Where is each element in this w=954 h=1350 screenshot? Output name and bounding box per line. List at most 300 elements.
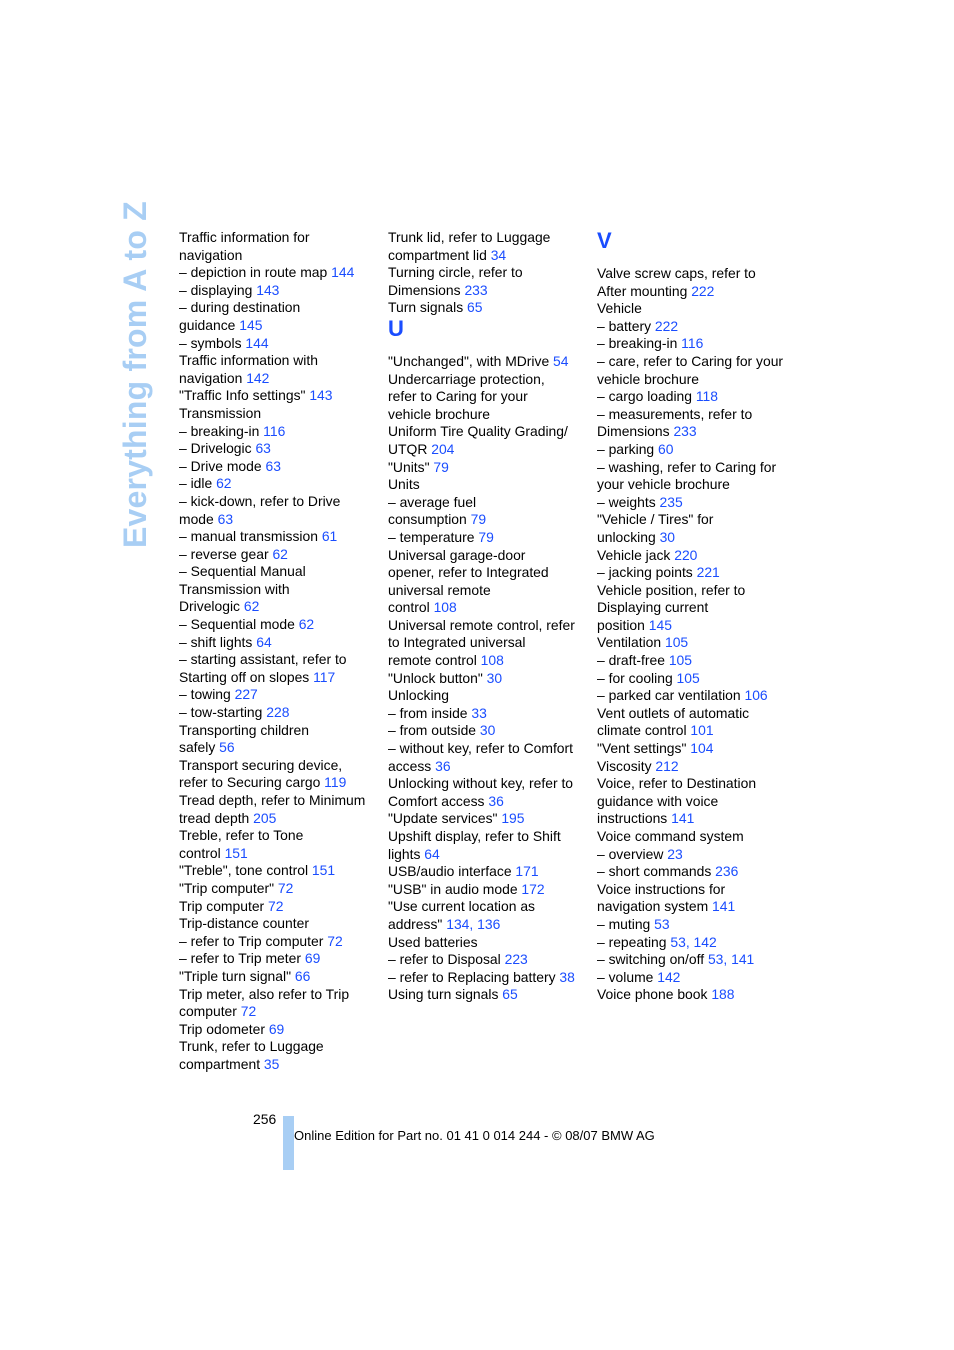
- index-entry-continuation: [388, 916, 588, 934]
- index-entry: [597, 652, 797, 670]
- page-reference-link[interactable]: 65: [467, 299, 483, 316]
- entry-text: "Units": [388, 458, 434, 475]
- index-entry: [597, 459, 797, 477]
- page-reference-link[interactable]: 118: [695, 388, 719, 405]
- entry-text: – refer to Replacing battery: [388, 968, 560, 985]
- entry-text: compartment: [179, 1055, 264, 1072]
- page-reference-link[interactable]: 143: [256, 281, 280, 298]
- entry-text: "Trip computer": [179, 879, 278, 896]
- index-entry: [388, 353, 588, 371]
- entry-text: – draft-free: [597, 652, 669, 669]
- entry-text: – repeating: [597, 933, 671, 950]
- entry-text: "Unlock button": [388, 669, 487, 686]
- entry-text: Traffic information for: [179, 229, 310, 245]
- entry-text: – average fuel: [388, 493, 477, 510]
- index-entry: [388, 423, 588, 441]
- page-reference-link[interactable]: 63: [255, 440, 271, 457]
- page-reference-link[interactable]: 220: [674, 546, 698, 563]
- entry-text: – jacking points: [597, 564, 697, 581]
- index-entry: [597, 934, 797, 952]
- index-entry: [179, 634, 379, 652]
- entry-text: computer: [179, 1003, 241, 1020]
- entry-text: – breaking-in: [179, 422, 264, 439]
- index-entry: [179, 546, 379, 564]
- index-entry-continuation: [179, 1003, 379, 1021]
- page-reference-link[interactable]: 38: [559, 968, 575, 985]
- index-entry: [597, 634, 797, 652]
- entry-text: Universal remote control, refer: [388, 616, 575, 633]
- page-reference-link[interactable]: 145: [239, 316, 263, 333]
- index-entry-continuation: [388, 406, 588, 424]
- index-entry: [388, 863, 588, 881]
- entry-text: – kick-down, refer to Drive: [179, 492, 341, 509]
- entry-text: Trip meter, also refer to Trip: [179, 985, 350, 1002]
- entry-text: climate control: [597, 722, 691, 739]
- page-reference-link[interactable]: 236: [715, 863, 739, 880]
- index-entry: [597, 265, 797, 283]
- entry-text: "Vent settings": [597, 740, 691, 757]
- page-reference-link[interactable]: 30: [486, 669, 503, 686]
- entry-text: – idle: [179, 475, 217, 492]
- index-entry-continuation: [388, 634, 588, 652]
- index-entry-continuation: [388, 441, 588, 459]
- page-reference-link[interactable]: 116: [263, 422, 286, 439]
- entry-text: Traffic information with: [179, 352, 318, 369]
- entry-text: – towing: [179, 686, 235, 703]
- entry-text: – parked car ventilation: [597, 687, 745, 704]
- entry-text: – weights: [597, 493, 660, 510]
- index-entry: [388, 934, 588, 952]
- entry-text: refer to Caring for your: [388, 388, 528, 405]
- page-reference-link[interactable]: 33: [471, 704, 487, 721]
- page-reference-link[interactable]: 72: [327, 932, 343, 949]
- index-entry-continuation: [179, 598, 379, 616]
- entry-text: Upshift display, refer to Shift: [388, 828, 561, 844]
- index-entry: [388, 670, 588, 688]
- entry-text: – tow-starting: [179, 704, 267, 721]
- entry-text: mode: [179, 510, 218, 527]
- index-entry: [597, 951, 797, 969]
- entry-text: After mounting: [597, 282, 692, 299]
- entry-text: remote control: [388, 652, 481, 669]
- entry-text: Vehicle jack: [597, 546, 675, 563]
- index-entry: [179, 299, 379, 317]
- index-entry-continuation: [388, 652, 588, 670]
- entry-text: compartment lid: [388, 246, 491, 263]
- index-entry: [388, 810, 588, 828]
- page-reference-link[interactable]: 23: [667, 845, 683, 862]
- entry-text: – from inside: [388, 704, 472, 721]
- entry-text: – shift lights: [179, 633, 257, 650]
- index-entry: [388, 617, 588, 635]
- index-entry-continuation: [179, 581, 379, 599]
- page-reference-link[interactable]: 222: [691, 282, 715, 299]
- page-reference-link[interactable]: 60: [658, 440, 674, 457]
- entry-text: tread depth: [179, 809, 254, 826]
- entry-text: Trip odometer: [179, 1020, 269, 1037]
- entry-text: Valve screw caps, refer to: [597, 265, 756, 281]
- page-reference-link[interactable]: 56: [219, 739, 235, 756]
- edition-text: Online Edition for Part no. 01 41 0 014 244 - © 08/07 BMW AG: [294, 1128, 655, 1143]
- page-reference-link[interactable]: 79: [433, 458, 449, 475]
- index-entry: [388, 705, 588, 723]
- entry-text: Turning circle, refer to: [388, 264, 523, 281]
- page-reference-link[interactable]: 72: [240, 1003, 257, 1020]
- entry-text: – muting: [597, 915, 655, 932]
- page-reference-link[interactable]: 66: [294, 967, 311, 984]
- index-entry-continuation: [179, 247, 379, 265]
- page-reference-link[interactable]: 72: [277, 879, 294, 896]
- index-entry: [179, 264, 379, 282]
- entry-text: Uniform Tire Quality Grading/: [388, 423, 568, 440]
- entry-text: address": [388, 915, 447, 932]
- page-reference-link[interactable]: 79: [478, 528, 494, 545]
- index-entry-continuation: [179, 669, 379, 687]
- entry-text: – Drive mode: [179, 457, 266, 474]
- entry-text: Trip computer: [179, 897, 269, 914]
- index-entry-continuation: [597, 722, 797, 740]
- index-entry: [179, 862, 379, 880]
- page-reference-link[interactable]: 62: [216, 475, 232, 492]
- index-entry: [179, 1021, 379, 1039]
- page-reference-link[interactable]: 106: [744, 687, 768, 704]
- page-reference-link[interactable]: 119: [324, 774, 347, 791]
- page-reference-link[interactable]: 222: [654, 317, 679, 334]
- index-entry-continuation: [179, 317, 379, 335]
- index-entry: [597, 335, 797, 353]
- entry-text: Transmission with: [179, 580, 290, 597]
- page-reference-link[interactable]: 64: [424, 845, 440, 862]
- index-entry: [597, 353, 797, 371]
- page-reference-link[interactable]: 172: [521, 880, 545, 897]
- index-entry-continuation: [388, 793, 588, 811]
- entry-text: Trunk, refer to Luggage: [179, 1038, 324, 1055]
- index-entry: [179, 282, 379, 300]
- page-reference-link[interactable]: 142: [657, 968, 681, 985]
- page-reference-link[interactable]: 116: [681, 335, 704, 352]
- index-entry: [388, 986, 588, 1004]
- entry-text: Tread depth, refer to Minimum: [179, 792, 366, 808]
- page-reference-link[interactable]: 227: [234, 686, 258, 703]
- entry-text: Used batteries: [388, 933, 478, 950]
- entry-text: – cargo loading: [597, 388, 696, 405]
- index-entry: [179, 704, 379, 722]
- index-entry: [179, 880, 379, 898]
- index-entry-continuation: [597, 810, 797, 828]
- page-reference-link[interactable]: 62: [272, 545, 288, 562]
- index-entry-continuation: [597, 371, 797, 389]
- page-reference-link[interactable]: 143: [309, 387, 333, 404]
- entry-text: – symbols: [179, 334, 246, 351]
- page-reference-link[interactable]: 101: [690, 722, 714, 739]
- page-reference-link[interactable]: 188: [711, 986, 735, 1003]
- entry-text: – for cooling: [597, 669, 677, 686]
- page-reference-link[interactable]: 223: [504, 951, 528, 968]
- index-entry: [597, 846, 797, 864]
- page-reference-link[interactable]: 108: [433, 599, 457, 616]
- entry-text: Starting off on slopes: [179, 668, 314, 685]
- index-entry: [179, 792, 379, 810]
- index-entry: [597, 758, 797, 776]
- entry-text: – switching on/off: [597, 951, 708, 968]
- entry-text: access: [388, 757, 436, 774]
- page-reference-link[interactable]: 54: [553, 352, 569, 369]
- page-reference-link[interactable]: 34: [490, 246, 507, 263]
- entry-text: Trunk lid, refer to Luggage: [388, 229, 551, 245]
- entry-text: vehicle brochure: [388, 405, 490, 422]
- entry-text: Vehicle: [597, 300, 642, 317]
- entry-text: Vehicle position, refer to: [597, 581, 746, 598]
- index-entry: [597, 494, 797, 512]
- page-reference-link[interactable]: 105: [676, 669, 700, 686]
- page-reference-link[interactable]: 204: [431, 440, 455, 457]
- index-entry: [179, 968, 379, 986]
- index-entry: [179, 933, 379, 951]
- entry-text: Units: [388, 476, 420, 493]
- entry-text: – depiction in route map: [179, 264, 332, 281]
- index-entry: [388, 229, 588, 247]
- entry-text: – displaying: [179, 281, 257, 298]
- page-reference-link[interactable]: 35: [263, 1055, 280, 1072]
- page-reference-link[interactable]: 233: [464, 281, 488, 298]
- index-entry-continuation: [179, 774, 379, 792]
- index-entry: [179, 493, 379, 511]
- page-reference-link[interactable]: 69: [268, 1020, 285, 1037]
- index-entry: [179, 352, 379, 370]
- page-reference-link[interactable]: 104: [690, 740, 714, 757]
- page-reference-link[interactable]: 105: [664, 634, 689, 651]
- entry-text: navigation: [179, 369, 247, 386]
- page-reference-link[interactable]: 62: [243, 598, 260, 615]
- index-entry-continuation: [597, 423, 797, 441]
- index-entry: [179, 827, 379, 845]
- page-reference-link[interactable]: 142: [246, 369, 270, 386]
- index-entry: [597, 511, 797, 529]
- index-entry: [388, 969, 588, 987]
- index-entry: [388, 299, 588, 317]
- page-reference-link[interactable]: 228: [266, 704, 290, 721]
- index-entry: [597, 705, 797, 723]
- page-reference-link[interactable]: 62: [298, 616, 315, 633]
- index-entry: [179, 440, 379, 458]
- entry-text: lights: [388, 845, 425, 862]
- index-entry: [388, 740, 588, 758]
- index-entry: [597, 318, 797, 336]
- entry-text: instructions: [597, 810, 672, 827]
- index-entry-continuation: [388, 282, 588, 300]
- index-entry: [179, 651, 379, 669]
- entry-text: position: [597, 616, 649, 633]
- page-reference-link[interactable]: 195: [501, 810, 525, 827]
- entry-text: Drivelogic: [179, 598, 244, 615]
- entry-text: – during destination: [179, 299, 301, 316]
- index-entry-continuation: [388, 388, 588, 406]
- entry-text: – Sequential Manual: [179, 563, 306, 580]
- entry-text: Unlocking: [388, 687, 449, 704]
- page-reference-link[interactable]: 134, 136: [446, 915, 501, 932]
- page-reference-link[interactable]: 53, 142: [670, 933, 717, 950]
- entry-text: Universal garage-door: [388, 546, 526, 563]
- index-entry: [179, 757, 379, 775]
- entry-text: Transmission: [179, 404, 262, 421]
- entry-text: Using turn signals: [388, 986, 503, 1003]
- footer-accent-bar: [283, 1116, 294, 1170]
- page-reference-link[interactable]: 141: [712, 898, 736, 915]
- entry-text: "Unchanged", with MDrive: [388, 352, 554, 369]
- entry-text: – without key, refer to Comfort: [388, 740, 574, 757]
- entry-text: Dimensions: [597, 423, 674, 440]
- index-entry: [179, 528, 379, 546]
- page-number: 256: [253, 1111, 277, 1127]
- page-reference-link[interactable]: 212: [655, 757, 679, 774]
- entry-text: – Drivelogic: [179, 440, 256, 457]
- entry-text: Vent outlets of automatic: [597, 704, 750, 721]
- entry-text: – care, refer to Caring for your: [597, 352, 784, 369]
- index-entry-continuation: [388, 599, 588, 617]
- index-entry-continuation: [179, 739, 379, 757]
- entry-text: "Use current location as: [388, 898, 535, 915]
- index-entry: [179, 423, 379, 441]
- page-reference-link[interactable]: 205: [253, 809, 277, 826]
- index-entry-continuation: [597, 529, 797, 547]
- index-entry: [388, 951, 588, 969]
- page-reference-link[interactable]: 30: [479, 722, 496, 739]
- index-entry: [597, 406, 797, 424]
- entry-text: Undercarriage protection,: [388, 370, 545, 387]
- entry-text: – battery: [597, 317, 655, 334]
- page-reference-link[interactable]: 171: [515, 863, 539, 880]
- entry-text: Transport securing device,: [179, 756, 343, 773]
- entry-text: Voice phone book: [597, 986, 712, 1003]
- index-entry: [597, 388, 797, 406]
- page-reference-link[interactable]: 141: [671, 810, 695, 827]
- page-reference-link[interactable]: 30: [659, 528, 676, 545]
- index-entry: [597, 863, 797, 881]
- index-entry: [388, 828, 588, 846]
- index-entry: [388, 529, 588, 547]
- page-reference-link[interactable]: 65: [502, 986, 518, 1003]
- entry-text: Voice instructions for: [597, 880, 726, 897]
- entry-text: – refer to Trip meter: [179, 950, 305, 967]
- entry-text: Trip-distance counter: [179, 915, 309, 932]
- entry-text: Ventilation: [597, 634, 665, 651]
- entry-text: – refer to Trip computer: [179, 932, 328, 949]
- entry-text: universal remote: [388, 581, 491, 598]
- page-reference-link[interactable]: 105: [668, 652, 692, 669]
- index-entry: [388, 476, 588, 494]
- entry-text: – short commands: [597, 863, 716, 880]
- entry-text: – breaking-in: [597, 335, 682, 352]
- page-reference-link[interactable]: 63: [217, 510, 234, 527]
- index-entry-continuation: [388, 247, 588, 265]
- index-entry: [388, 881, 588, 899]
- page-reference-link[interactable]: 151: [311, 862, 336, 879]
- page-reference-link[interactable]: 151: [224, 844, 248, 861]
- index-entry-continuation: [179, 370, 379, 388]
- index-entry: [179, 898, 379, 916]
- index-entry: [597, 670, 797, 688]
- entry-text: Transporting children: [179, 721, 309, 738]
- entry-text: control: [388, 599, 434, 616]
- index-entry: [179, 405, 379, 423]
- index-entry: [597, 986, 797, 1004]
- index-entry: [179, 458, 379, 476]
- entry-text: Comfort access: [388, 792, 489, 809]
- page-reference-link[interactable]: 61: [321, 528, 338, 545]
- index-entry: [179, 1038, 379, 1056]
- page-reference-link[interactable]: 144: [245, 334, 269, 351]
- entry-text: refer to Securing cargo: [179, 774, 325, 791]
- index-entry: [597, 441, 797, 459]
- index-entry-continuation: [597, 476, 797, 494]
- page-reference-link[interactable]: 233: [673, 423, 697, 440]
- page-reference-link[interactable]: 108: [480, 652, 504, 669]
- entry-text: "Update services": [388, 810, 502, 827]
- page-reference-link[interactable]: 63: [265, 457, 281, 474]
- index-entry: [388, 494, 588, 512]
- entry-text: Dimensions: [388, 281, 465, 298]
- entry-text: your vehicle brochure: [597, 476, 730, 493]
- page-reference-link[interactable]: 72: [268, 897, 284, 914]
- entry-text: guidance with voice: [597, 792, 719, 809]
- page-reference-link[interactable]: 145: [648, 616, 672, 633]
- index-entry-continuation: [179, 810, 379, 828]
- page-reference-link[interactable]: 69: [304, 950, 321, 967]
- index-entry-continuation: [179, 511, 379, 529]
- page-reference-link[interactable]: 64: [256, 633, 272, 650]
- entry-text: to Integrated universal: [388, 634, 526, 651]
- entry-text: safely: [179, 739, 220, 756]
- entry-text: – reverse gear: [179, 545, 273, 562]
- page-reference-link[interactable]: 235: [659, 493, 683, 510]
- index-entry: [179, 986, 379, 1004]
- index-entry-continuation: [388, 511, 588, 529]
- entry-text: – measurements, refer to: [597, 405, 753, 422]
- index-entry: [597, 775, 797, 793]
- index-entry: [179, 475, 379, 493]
- entry-text: "USB" in audio mode: [388, 880, 522, 897]
- page-reference-link[interactable]: 36: [435, 757, 451, 774]
- entry-text: opener, refer to Integrated: [388, 564, 549, 581]
- index-entry: [388, 547, 588, 565]
- page-reference-link[interactable]: 53, 141: [707, 951, 755, 968]
- index-entry: [597, 582, 797, 600]
- section-letter: U: [388, 315, 404, 341]
- page-reference-link[interactable]: 36: [488, 792, 504, 809]
- entry-text: – washing, refer to Caring for: [597, 458, 777, 475]
- section-side-title: Everything from A to Z: [117, 201, 153, 548]
- entry-text: – Sequential mode: [179, 616, 299, 633]
- page-reference-link[interactable]: 221: [696, 564, 720, 581]
- page-reference-link[interactable]: 144: [331, 264, 355, 281]
- page-reference-link[interactable]: 117: [313, 668, 336, 685]
- index-entry: [179, 229, 379, 247]
- index-entry: [597, 564, 797, 582]
- entry-text: – volume: [597, 968, 658, 985]
- entry-text: Voice command system: [597, 828, 744, 844]
- entry-text: unlocking: [597, 528, 660, 545]
- page-reference-link[interactable]: 79: [470, 511, 487, 528]
- entry-text: guidance: [179, 316, 240, 333]
- entry-text: USB/audio interface: [388, 863, 516, 880]
- index-entry: [597, 881, 797, 899]
- index-entry-continuation: [388, 582, 588, 600]
- page-reference-link[interactable]: 53: [654, 915, 670, 932]
- index-entry: [388, 264, 588, 282]
- entry-text: – temperature: [388, 528, 479, 545]
- index-entry-continuation: [597, 793, 797, 811]
- index-entry: [597, 916, 797, 934]
